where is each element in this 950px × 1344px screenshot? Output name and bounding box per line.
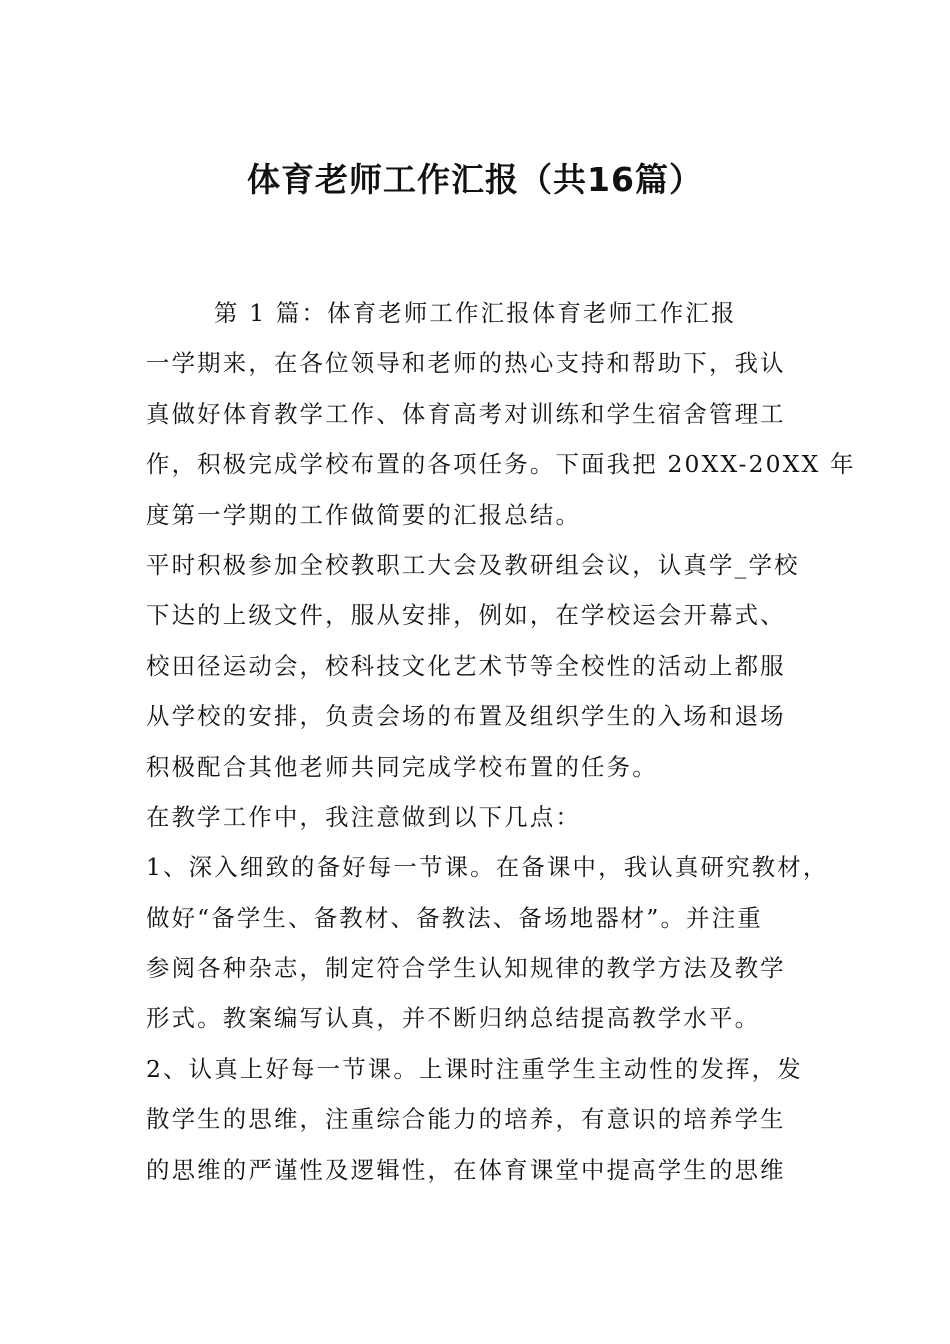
paragraph-line: 真做好体育教学工作、体育高考对训练和学生宿舍管理工	[146, 399, 786, 428]
paragraph-line: 的思维的严谨性及逻辑性，在体育课堂中提高学生的思维	[146, 1155, 786, 1184]
paragraph-line: 做好“备学生、备教材、备教法、备场地器材”。并注重	[146, 903, 763, 932]
paragraph-line: 校田径运动会，校科技文化艺术节等全校性的活动上都服	[146, 651, 786, 680]
paragraph-line: 作，积极完成学校布置的各项任务。下面我把 20XX-20XX 年	[146, 450, 856, 479]
paragraph-line: 2、认真上好每一节课。上课时注重学生主动性的发挥，发	[146, 1054, 803, 1083]
paragraph-line: 度第一学期的工作做简要的汇报总结。	[146, 500, 582, 529]
paragraph-line: 散学生的思维，注重综合能力的培养，有意识的培养学生	[146, 1105, 786, 1134]
document-title: 体育老师工作汇报（共16篇）	[247, 160, 703, 199]
paragraph-line: 形式。教案编写认真，并不断归纳总结提高教学水平。	[146, 1004, 761, 1033]
paragraph-line: 从学校的安排，负责会场的布置及组织学生的入场和退场	[146, 702, 786, 731]
paragraph-line: 一学期来，在各位领导和老师的热心支持和帮助下，我认	[146, 349, 786, 378]
paragraph-line: 平时积极参加全校教职工大会及教研组会议，认真学_学校	[146, 550, 800, 579]
section-heading: 第 1 篇：体育老师工作汇报体育老师工作汇报	[214, 299, 737, 327]
paragraph-line: 参阅各种杂志，制定符合学生认知规律的教学方法及教学	[146, 954, 786, 983]
paragraph-line: 1、深入细致的备好每一节课。在备课中，我认真研究教材，	[146, 853, 829, 882]
paragraph-line: 下达的上级文件，服从安排，例如，在学校运会开幕式、	[146, 601, 786, 630]
paragraph-line: 在教学工作中，我注意做到以下几点：	[146, 802, 582, 831]
document-body	[146, 288, 856, 1195]
paragraph-line: 积极配合其他老师共同完成学校布置的任务。	[146, 752, 658, 781]
